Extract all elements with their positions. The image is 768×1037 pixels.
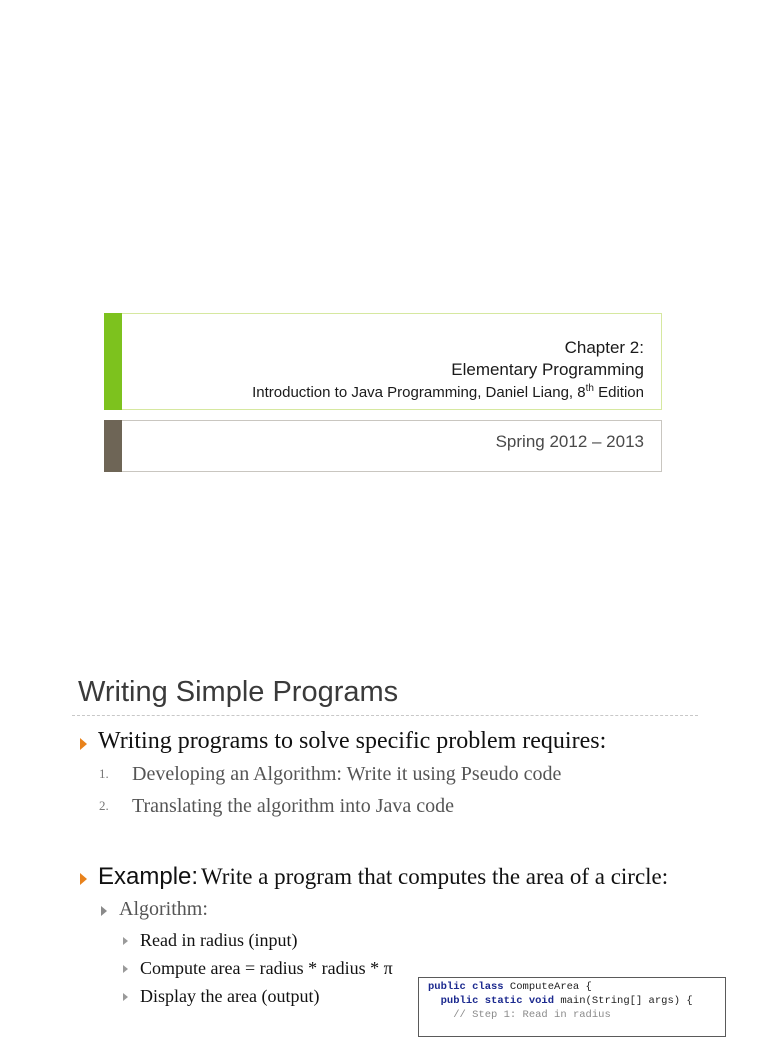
step-arrow-icon	[123, 965, 128, 973]
example-text: Write a program that computes the area of a circle:	[201, 864, 669, 889]
step-arrow-icon	[123, 993, 128, 1001]
bullet-arrow-icon	[80, 738, 87, 750]
code-comment: // Step 1: Read in radius	[453, 1009, 611, 1021]
term-label: Spring 2012 – 2013	[495, 432, 644, 451]
code-line	[428, 994, 725, 1008]
step-text: Compute area = radius * radius * π	[140, 958, 393, 978]
sub-bullet-text: Algorithm:	[119, 898, 208, 920]
title-box	[104, 313, 662, 410]
step-arrow-icon	[123, 937, 128, 945]
item-text: Developing an Algorithm: Write it using Pseudo code	[132, 763, 562, 785]
item-text: Translating the algorithm into Java code	[132, 795, 454, 817]
book-reference	[252, 384, 644, 401]
edition-superscript: th	[585, 383, 594, 394]
sub-bullet-arrow-icon	[101, 906, 107, 916]
code-text: main(String[] args) {	[554, 995, 693, 1007]
code-snippet	[418, 977, 726, 1037]
bullet-text: Writing programs to solve specific problem requires:	[98, 728, 607, 754]
book-reference-suffix: Edition	[593, 384, 644, 401]
item-number: 1.	[99, 766, 109, 781]
slide-title: Writing Simple Programs	[78, 676, 399, 708]
code-text: ComputeArea {	[503, 981, 592, 993]
title-divider	[72, 715, 698, 716]
code-keyword: public static void	[440, 995, 555, 1007]
term-box	[104, 420, 662, 472]
code-line	[428, 980, 725, 994]
step-text: Read in radius (input)	[140, 930, 298, 950]
code-line	[428, 1008, 725, 1022]
step-text: Display the area (output)	[140, 986, 320, 1006]
term-accent-bar	[104, 420, 122, 472]
bullet-arrow-icon	[80, 873, 87, 885]
code-keyword: public class	[428, 981, 504, 993]
example-lead: Example:	[98, 863, 199, 890]
title-accent-bar	[104, 313, 122, 410]
book-reference-text: Introduction to Java Programming, Daniel Liang, 8	[252, 384, 586, 401]
chapter-title: Elementary Programming	[451, 360, 644, 379]
chapter-number: Chapter 2:	[564, 338, 644, 357]
item-number: 2.	[99, 798, 109, 813]
